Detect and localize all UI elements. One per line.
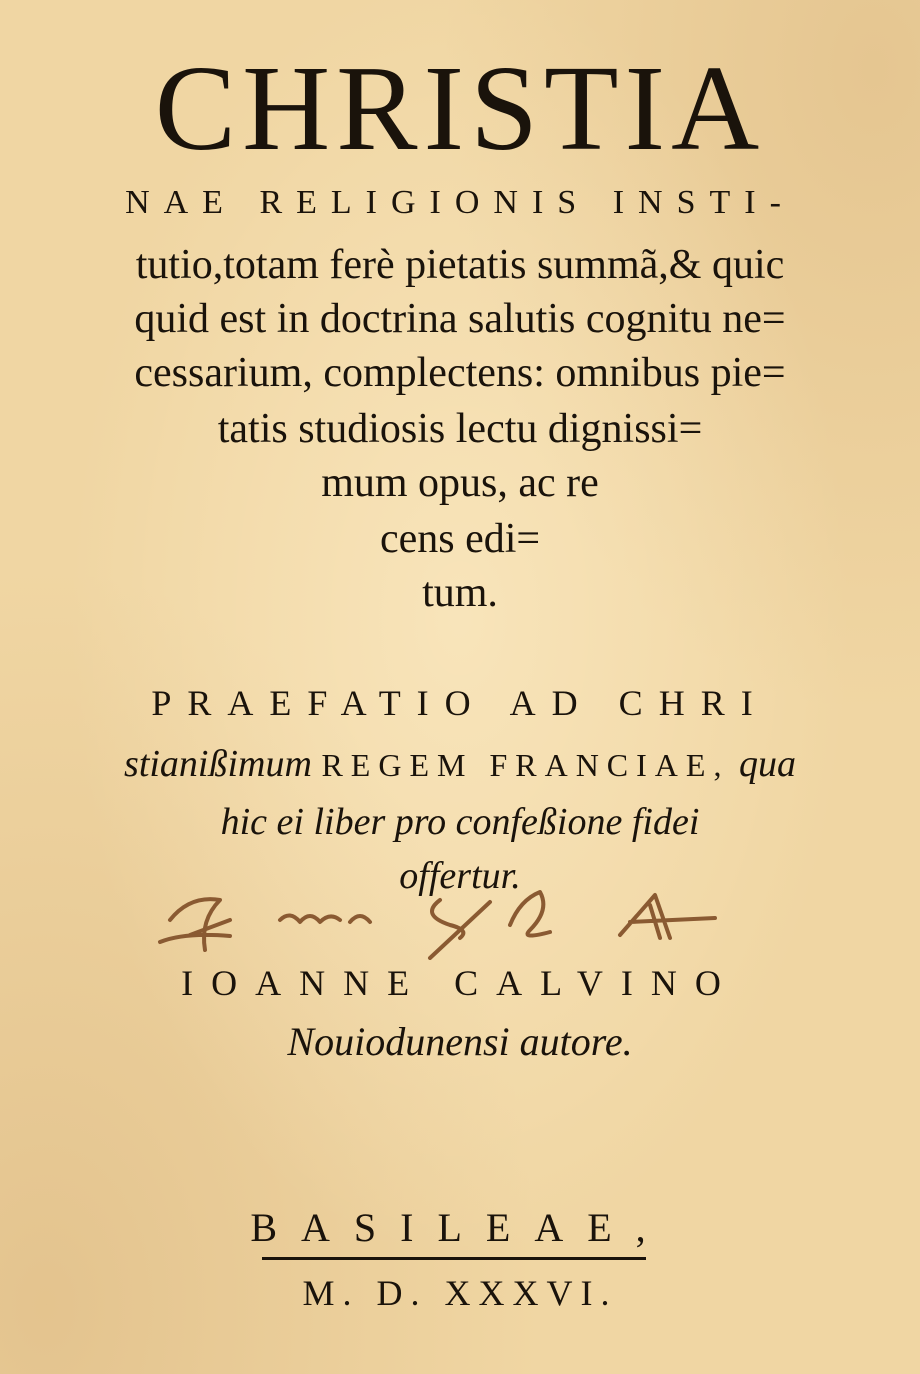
body-line: cessarium, complectens: omnibus pie= <box>134 350 786 396</box>
body-line: cens edi= <box>379 516 541 562</box>
imprint-year: M. D. XXXVI. <box>302 1273 618 1313</box>
body-line: tatis studiosis lectu dignissi= <box>217 406 703 452</box>
author-name: IOANNE CALVINO <box>181 963 739 1003</box>
body-line: tum. <box>422 570 498 616</box>
preface-heading: PRAEFATIO AD CHRI <box>151 683 769 723</box>
imprint-rule <box>262 1257 646 1260</box>
manuscript-annotation <box>150 880 730 960</box>
preface-line: hic ei liber pro confeßione fidei <box>220 801 700 843</box>
author-origin: Nouiodunensi autore. <box>287 1019 633 1064</box>
preface-italic-text: qua <box>738 743 796 785</box>
imprint-place: BASILEAE, <box>250 1205 670 1250</box>
body-line: mum opus, ac re <box>321 460 599 506</box>
preface-line: offertur. <box>399 855 521 897</box>
preface-italic-text: stianißimum <box>124 743 312 785</box>
body-line: tutio,totam ferè pietatis summã,& quic <box>135 242 785 288</box>
preface-caps-text: REGEM FRANCIAE, <box>321 747 730 783</box>
main-title: CHRISTIA <box>154 41 766 176</box>
title-continuation: NAE RELIGIONIS INSTI- <box>125 184 795 221</box>
preface-line <box>0 742 920 786</box>
body-line: quid est in doctrina salutis cognitu ne= <box>134 296 786 342</box>
